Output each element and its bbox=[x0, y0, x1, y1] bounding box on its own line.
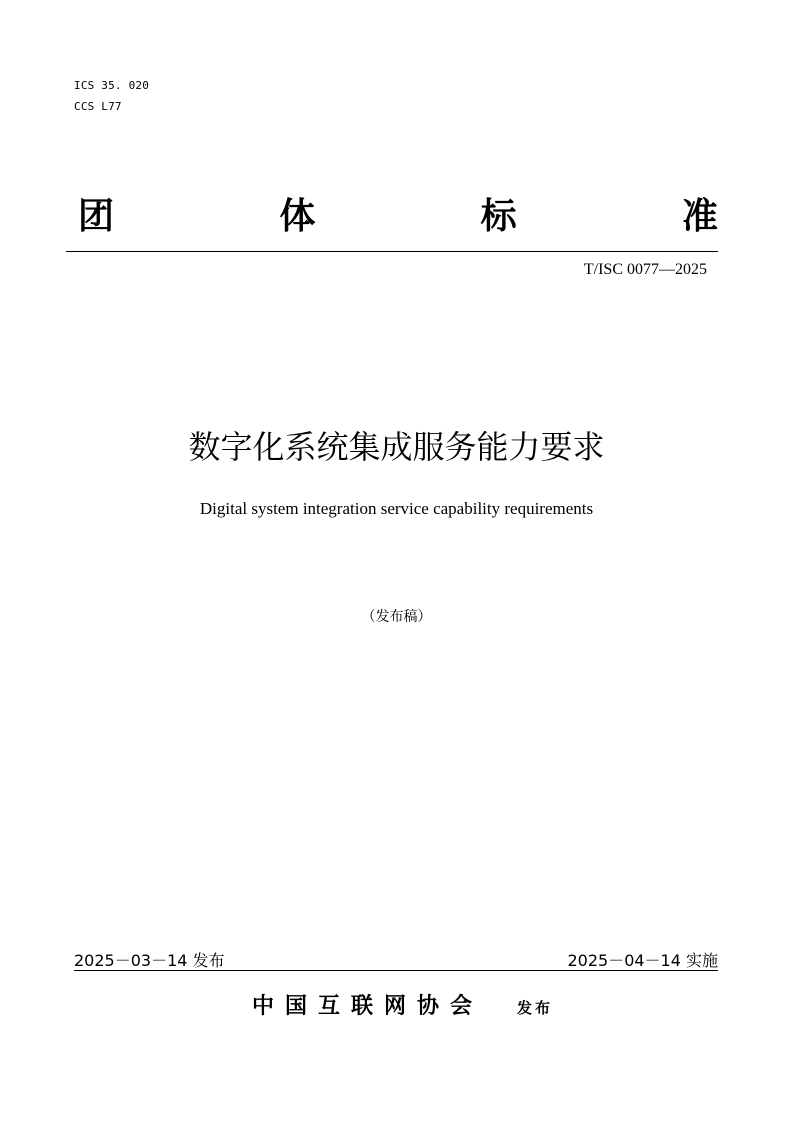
implementation-date: 2025－04－14 实施 bbox=[567, 951, 718, 970]
draft-status: （发布稿） bbox=[361, 609, 432, 625]
publish-date: 2025－03－14 发布 bbox=[74, 951, 225, 970]
heading-char: 标 bbox=[480, 196, 517, 237]
standard-number: T/ISC 0077—2025 bbox=[583, 261, 707, 278]
bottom-divider bbox=[74, 970, 718, 971]
top-divider bbox=[66, 251, 718, 252]
ics-code: ICS 35. 020 bbox=[74, 79, 150, 92]
publisher-suffix: 发布 bbox=[517, 999, 554, 1017]
publisher-line bbox=[252, 990, 553, 1024]
publisher-name: 中国互联网协会 bbox=[252, 994, 484, 1019]
heading-char: 体 bbox=[279, 196, 316, 237]
heading-char: 团 bbox=[78, 196, 115, 237]
document-title-chinese: 数字化系统集成服务能力要求 bbox=[188, 428, 605, 466]
ccs-code: CCS L77 bbox=[74, 100, 122, 113]
document-title-english: Digital system integration service capability requirements bbox=[199, 499, 594, 518]
heading-char: 准 bbox=[681, 196, 718, 237]
standard-type-heading bbox=[78, 195, 718, 239]
